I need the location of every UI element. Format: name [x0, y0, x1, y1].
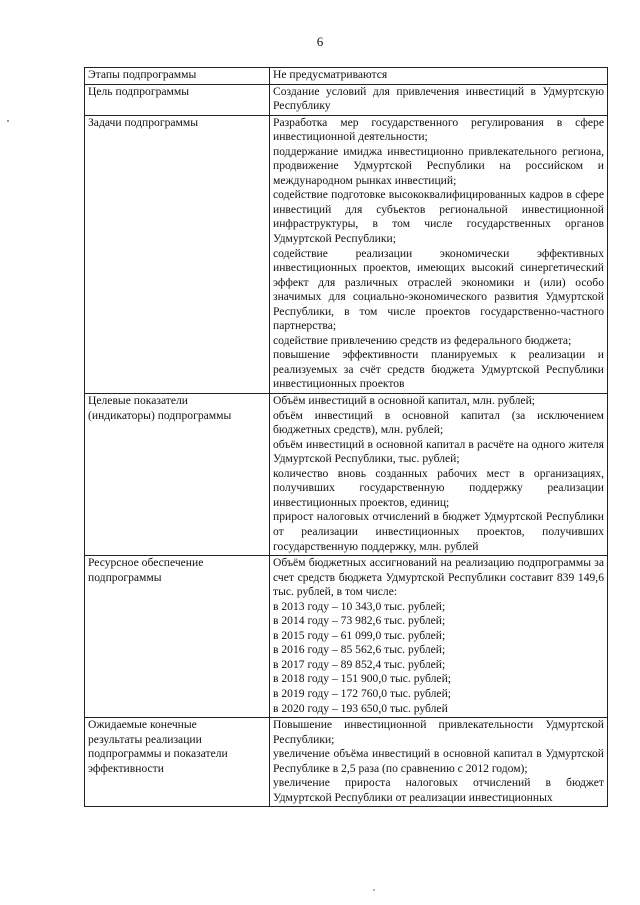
value-line: в 2016 году – 85 562,6 тыс. рублей;: [273, 643, 446, 657]
row-value: [270, 394, 608, 556]
table-row-tasks: [85, 115, 608, 393]
value-line: повышение эффективности планируемых к реализации и реализуемых за счёт средств бюджета Удмуртской Республики инвестиционных проектов: [273, 348, 604, 391]
row-label: Целевые показатели (индикаторы) подпрограммы: [85, 394, 270, 556]
scan-speck: [7, 120, 9, 122]
value-line: в 2015 году – 61 099,0 тыс. рублей;: [273, 628, 446, 642]
table-row-indicators: [85, 394, 608, 556]
value-line: объём инвестиций в основной капитал в расчёте на одного жителя Удмуртской Республики, тыс. рублей;: [273, 437, 604, 466]
value-line: поддержание имиджа инвестиционно привлекательного региона, продвижение Удмуртской Республики на российском и международном рынках инвестиций;: [273, 144, 604, 187]
row-label: Цель подпрограммы: [85, 84, 270, 115]
row-value: [270, 84, 608, 115]
value-line: содействие подготовке высококвалифицированных кадров в сфере инвестиций для субъектов региональной инвестиционной инфраструктуры, в том числе государственных органов Удмуртской Республики;: [273, 188, 604, 246]
table-row-resources: [85, 556, 608, 718]
row-value: [270, 556, 608, 718]
value-line: в 2018 году – 151 900,0 тыс. рублей;: [273, 672, 452, 686]
value-line: увеличение прироста налоговых отчислений в бюджет Удмуртской Республики от реализации инвестиционных: [273, 776, 604, 804]
row-value: [270, 115, 608, 393]
value-line: увеличение объёма инвестиций в основной капитал в Удмуртской Республике в 2,5 раза (по сравнению с 2012 годом);: [273, 747, 604, 775]
value-line: Не предусматриваются: [273, 68, 388, 81]
scan-speck: [373, 889, 375, 891]
row-label: Ресурсное обеспечение подпрограммы: [85, 556, 270, 718]
table-row-stages: [85, 68, 608, 85]
row-label: Ожидаемые конечные результаты реализации подпрограммы и показатели эффективности: [85, 718, 270, 807]
value-line: в 2014 году – 73 982,6 тыс. рублей;: [273, 614, 446, 628]
subprogram-passport-table: [84, 67, 608, 807]
table-row-results: [85, 718, 608, 807]
table-row-goal: [85, 84, 608, 115]
value-line: количество вновь созданных рабочих мест в организациях, получивших государственную поддержку реализации инвестиционных проектов, единиц;: [273, 466, 604, 509]
row-value: [270, 718, 608, 807]
value-line: Объём инвестиций в основной капитал, млн. рублей;: [273, 394, 535, 408]
value-line: содействие привлечению средств из федерального бюджета;: [273, 333, 572, 347]
value-line: в 2020 году – 193 650,0 тыс. рублей: [273, 701, 448, 715]
page-number: 6: [316, 34, 324, 49]
value-line: Объём бюджетных ассигнований на реализацию подпрограммы за счет средств бюджета Удмуртской Республики составит 839 149,6 тыс. рублей, в том числе:: [273, 556, 604, 599]
value-line: в 2013 году – 10 343,0 тыс. рублей;: [273, 599, 446, 613]
value-line: содействие реализации экономически эффективных инвестиционных проектов, имеющих высокий синергетический эффект для различных отраслей экономики и (или) особо значимых для социально-экономического развития Удмуртской Республики, в том числе проектов государственно-частного партнерства;: [273, 246, 604, 333]
row-label: Задачи подпрограммы: [85, 115, 270, 393]
value-line: Разработка мер государственного регулирования в сфере инвестиционной деятельности;: [273, 115, 604, 144]
value-line: в 2019 году – 172 760,0 тыс. рублей;: [273, 686, 452, 700]
value-line: объём инвестиций в основной капитал (за исключением бюджетных средств), млн. рублей;: [273, 408, 604, 437]
value-line: прирост налоговых отчислений в бюджет Удмуртской Республики от реализации инвестиционных проектов, получивших государственную поддержку, млн. рублей: [273, 510, 604, 553]
value-line: в 2017 году – 89 852,4 тыс. рублей;: [273, 657, 446, 671]
row-value: [270, 68, 608, 85]
row-label: Этапы подпрограммы: [85, 68, 270, 85]
value-line: Создание условий для привлечения инвестиций в Удмуртскую Республику: [273, 84, 604, 113]
value-line: Повышение инвестиционной привлекательности Удмуртской Республики;: [273, 718, 604, 746]
